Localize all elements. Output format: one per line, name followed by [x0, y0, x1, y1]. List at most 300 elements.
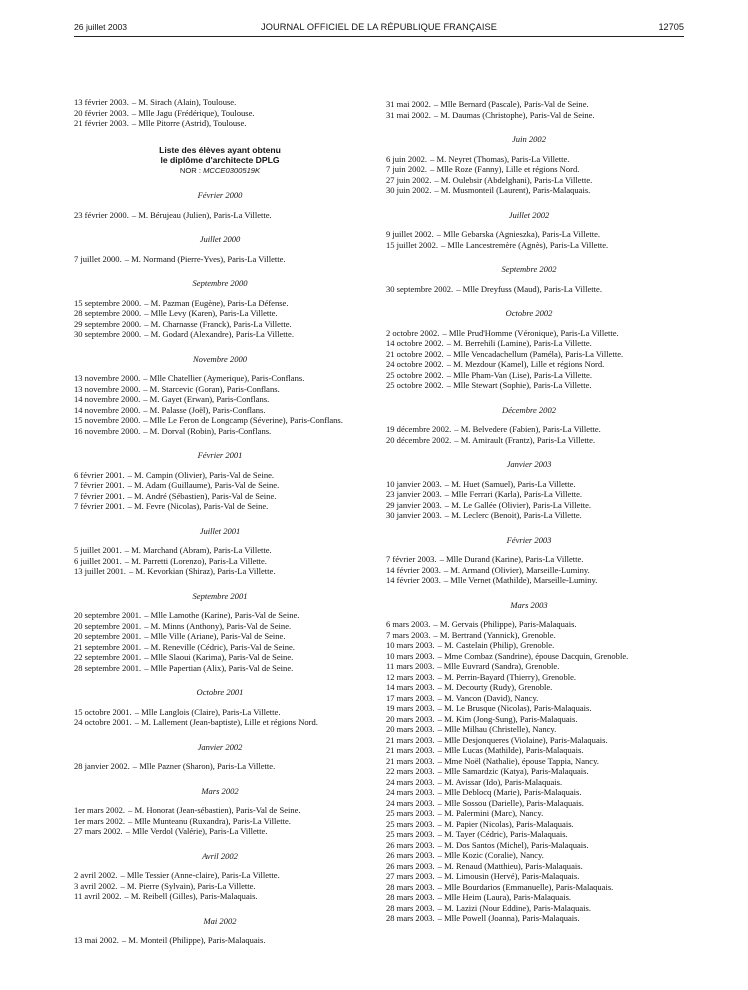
entry-text: – M. Minns (Anthony), Paris-Val de Seine.: [144, 620, 292, 631]
entry-text: – Mlle Bourdarios (Emmanuelle), Paris-Malaquais.: [437, 881, 614, 892]
entry-date: 15 juillet 2002.: [386, 239, 438, 250]
entry-date: 13 février 2003.: [74, 97, 129, 107]
entry-date: 6 février 2001.: [74, 469, 125, 480]
list-item: [74, 631, 366, 642]
list-item: [386, 380, 672, 391]
nor-reference: [74, 166, 366, 177]
list-item: [386, 703, 672, 714]
entry-date: 25 mars 2003.: [386, 818, 435, 829]
entry-date: 21 février 2003.: [74, 118, 129, 128]
list-item: [74, 480, 366, 491]
list-item: [74, 415, 366, 426]
entry-date: 7 juin 2002.: [386, 164, 428, 174]
entry-text: – M. Limousin (Hervé), Paris-Malaquais.: [437, 871, 580, 881]
right-column: [386, 99, 672, 924]
entry-text: – M. Renaud (Matthieu), Paris-Malaquais.: [437, 860, 583, 871]
list-item: [74, 254, 366, 265]
month-heading: Février 2003: [506, 534, 552, 545]
entry-date: 24 octobre 2001.: [74, 717, 132, 727]
list-item: [74, 816, 366, 827]
entry-date: 17 mars 2003.: [386, 692, 435, 703]
list-item: [74, 210, 366, 221]
list-item: [386, 630, 672, 641]
list-item: [386, 328, 672, 339]
month-heading: Juillet 2002: [508, 209, 550, 220]
list-item: [74, 761, 366, 772]
right-top-entries: [386, 99, 672, 120]
list-item: [74, 501, 366, 512]
entry-text: – M. Marchand (Abram), Paris-La Villette.: [124, 545, 272, 555]
entry-date: 7 mars 2003.: [386, 629, 431, 640]
entry-text: – M. André (Sébastien), Paris-Val de Seine.: [127, 490, 277, 501]
list-item: [386, 479, 672, 490]
list-item: [386, 284, 672, 295]
entry-text: – M. Leclerc (Benoit), Paris-La Villette.: [444, 510, 582, 520]
entry-text: – Mlle Deblocq (Marie), Paris-Malaquais.: [437, 787, 582, 797]
entry-date: 10 mars 2003.: [386, 640, 435, 650]
entry-text: – M. Pazman (Eugène), Paris-La Défense.: [144, 297, 289, 308]
entry-date: 27 mars 2002.: [74, 826, 123, 836]
list-item: [386, 575, 672, 586]
entry-text: – Mlle Euvrard (Sandra), Grenoble.: [437, 661, 560, 671]
entry-date: 21 septembre 2001.: [74, 641, 142, 652]
entry-text: – M. Papier (Nicolas), Paris-Malaquais.: [437, 818, 574, 829]
entry-date: 15 septembre 2000.: [74, 297, 142, 308]
entry-text: – M. Vancon (David), Nancy.: [437, 692, 539, 703]
entry-text: – M. Reneville (Cédric), Paris-Val de Seine.: [144, 641, 295, 652]
entry-date: 7 février 2001.: [74, 501, 125, 511]
entry-date: 10 janvier 2003.: [386, 478, 442, 489]
month-heading: Janvier 2002: [197, 741, 243, 752]
entry-text: – M. Tayer (Cédric), Paris-Malaquais.: [437, 829, 568, 839]
entry-date: 13 mai 2002.: [74, 935, 119, 945]
month-heading: Juillet 2000: [199, 234, 241, 244]
list-item: [74, 319, 366, 330]
list-title-line-2: le diplôme d'architecte DPLG: [160, 154, 280, 165]
left-top-entries: [74, 97, 366, 129]
list-item: [386, 724, 672, 735]
entry-date: 15 novembre 2000.: [74, 415, 141, 425]
list-item: [386, 489, 672, 500]
entry-date: 23 janvier 2003.: [386, 489, 442, 499]
entry-date: 12 mars 2003.: [386, 671, 435, 682]
left-column: [74, 97, 366, 946]
list-item: [74, 717, 366, 728]
entry-text: – Mlle Powell (Joanna), Paris-Malaquais.: [437, 913, 580, 923]
entry-date: 7 février 2001.: [74, 490, 125, 501]
entry-date: 16 novembre 2000.: [74, 425, 141, 436]
entry-text: – Mlle Pitorre (Astrid), Toulouse.: [131, 118, 247, 128]
list-item: [74, 566, 366, 577]
page-number: 12705: [658, 22, 684, 32]
entry-text: – M. Parretti (Lorenzo), Paris-La Villette.: [124, 555, 267, 566]
nor-label: NOR :: [179, 165, 201, 175]
month-heading: Juin 2002: [512, 134, 546, 144]
list-item: [386, 871, 672, 882]
entry-text: – M. Gayet (Erwan), Paris-Conflans.: [143, 394, 270, 404]
entry-date: 28 septembre 2001.: [74, 662, 142, 673]
entry-date: 28 janvier 2002.: [74, 761, 130, 771]
entry-date: 20 septembre 2001.: [74, 620, 142, 631]
entry-text: – Mlle Gebarska (Agnieszka), Paris-La Villette.: [436, 229, 601, 239]
entry-text: – Mlle Munteanu (Ruxandra), Paris-La Villette.: [128, 815, 291, 826]
list-item: [386, 892, 672, 903]
list-item: [74, 556, 366, 567]
list-item: [386, 808, 672, 819]
entry-text: – M. Avissar (Ido), Paris-Malaquais.: [437, 776, 563, 787]
entry-date: 20 décembre 2002.: [386, 434, 452, 445]
entry-text: – Mlle Ville (Ariane), Paris-Val de Seine.: [144, 631, 286, 641]
entry-date: 14 mars 2003.: [386, 682, 435, 692]
entry-text: – M. Castelain (Philip), Grenoble.: [437, 640, 555, 650]
month-heading: Février 2001: [197, 450, 243, 460]
list-item: [74, 642, 366, 653]
list-item: [386, 640, 672, 651]
month-heading: Novembre 2000: [192, 353, 248, 364]
entry-date: 21 mars 2003.: [386, 734, 435, 745]
entry-text: – M. Neyret (Thomas), Paris-La Villette.: [430, 153, 570, 164]
entry-date: 3 avril 2002.: [74, 880, 118, 891]
entry-text: – Mlle Roze (Fanny), Lille et régions Nord.: [430, 164, 580, 174]
list-item: [74, 426, 366, 437]
list-item: [386, 185, 672, 196]
entry-date: 20 septembre 2001.: [74, 610, 142, 620]
list-item: [386, 819, 672, 830]
list-item: [74, 97, 366, 108]
entry-text: – M. Le Brusque (Nicolas), Paris-Malaquais.: [437, 703, 592, 713]
entry-date: 7 juillet 2000.: [74, 253, 122, 264]
entry-date: 24 mars 2003.: [386, 797, 435, 808]
entry-text: – Mlle Bernard (Pascale), Paris-Val de Seine.: [433, 99, 589, 109]
entry-date: 23 février 2000.: [74, 209, 129, 220]
entry-date: 30 septembre 2000.: [74, 329, 142, 339]
entry-date: 25 octobre 2002.: [386, 380, 444, 390]
entry-text: – M. Berrehili (Lamine), Paris-La Villette.: [446, 338, 592, 348]
list-item: [386, 798, 672, 809]
entry-date: 25 mars 2003.: [386, 808, 435, 818]
list-item: [386, 787, 672, 798]
entry-date: 14 février 2003.: [386, 575, 441, 585]
list-item: [386, 766, 672, 777]
entry-text: – Mlle Papertian (Alix), Paris-Val de Seine.: [144, 662, 294, 673]
entry-date: 31 mai 2002.: [386, 99, 431, 109]
entry-text: – M. Sirach (Alain), Toulouse.: [131, 97, 237, 107]
entry-text: – M. Decourty (Rudy), Grenoble.: [437, 682, 553, 692]
entry-text: – Mlle Prud'Homme (Véronique), Paris-La Villette.: [442, 327, 619, 338]
page-header: [74, 22, 684, 37]
entry-text: – M. Palasse (Joël), Paris-Conflans.: [143, 404, 266, 415]
entry-date: 30 janvier 2003.: [386, 510, 442, 520]
list-item: [74, 870, 366, 881]
entry-date: 6 juin 2002.: [386, 153, 428, 164]
list-item: [386, 672, 672, 683]
entry-date: 7 février 2001.: [74, 480, 125, 490]
entry-text: – M. Kim (Jong-Sung), Paris-Malaquais.: [437, 713, 578, 724]
list-item: [386, 777, 672, 788]
entry-text: – Mlle Lamothe (Karine), Paris-Val de Seine.: [144, 610, 300, 620]
list-item: [386, 619, 672, 630]
entry-date: 13 juillet 2001.: [74, 566, 126, 576]
list-item: [74, 470, 366, 481]
entry-date: 30 septembre 2002.: [386, 283, 454, 294]
month-heading: Février 2000: [197, 190, 243, 200]
entry-text: – Mme Combaz (Sandrine), épouse Dacquin, Grenoble.: [437, 650, 629, 661]
list-item: [74, 621, 366, 632]
list-item: [74, 384, 366, 395]
list-item: [386, 435, 672, 446]
entry-date: 29 janvier 2003.: [386, 499, 442, 510]
entry-text: – Mlle Lucas (Mathilde), Paris-Malaquais.: [437, 745, 584, 755]
entry-date: 27 mars 2003.: [386, 871, 435, 881]
entry-date: 11 mars 2003.: [386, 661, 435, 671]
entry-text: – M. Le Gallée (Olivier), Paris-La Villette.: [444, 499, 592, 510]
list-item: [386, 735, 672, 746]
list-item: [386, 682, 672, 693]
list-item: [386, 693, 672, 704]
month-heading: Mars 2003: [510, 599, 548, 610]
entry-date: 19 décembre 2002.: [386, 424, 452, 434]
entry-date: 14 novembre 2000.: [74, 404, 141, 415]
list-item: [386, 175, 672, 186]
entry-date: 14 novembre 2000.: [74, 394, 141, 404]
list-item: [386, 565, 672, 576]
list-item: [386, 110, 672, 121]
entry-date: 24 mars 2003.: [386, 776, 435, 787]
entry-text: – M. Campin (Olivier), Paris-Val de Seine.: [127, 469, 275, 480]
list-item: [386, 554, 672, 565]
entry-text: – Mlle Samardzic (Katya), Paris-Malaquais.: [437, 766, 589, 776]
list-item: [386, 903, 672, 914]
list-item: [74, 881, 366, 892]
list-item: [386, 913, 672, 924]
entry-text: – M. Dorval (Robin), Paris-Conflans.: [143, 425, 272, 436]
entry-text: – Mlle Milhau (Christelle), Nancy.: [437, 724, 557, 734]
entry-text: – M. Fevre (Nicolas), Paris-Val de Seine.: [127, 501, 269, 511]
list-item: [74, 707, 366, 718]
entry-text: – M. Pierre (Sylvain), Paris-La Villette.: [120, 880, 256, 891]
entry-text: – M. Gervais (Philippe), Paris-Malaquais.: [433, 619, 577, 629]
entry-date: 9 juillet 2002.: [386, 229, 434, 239]
entry-date: 14 octobre 2002.: [386, 338, 444, 348]
entry-date: 24 mars 2003.: [386, 787, 435, 797]
entry-date: 1er mars 2002.: [74, 805, 126, 815]
list-item: [386, 661, 672, 672]
entry-text: – M. Belvedere (Fabien), Paris-La Villette.: [454, 424, 601, 434]
list-item: [74, 826, 366, 837]
entry-date: 2 avril 2002.: [74, 870, 118, 880]
list-item: [74, 394, 366, 405]
entry-date: 21 octobre 2002.: [386, 348, 444, 359]
entry-text: – M. Armand (Olivier), Marseille-Luminy.: [443, 564, 590, 575]
entry-text: – M. Normand (Pierre-Yves), Paris-La Villette.: [124, 253, 286, 264]
entry-text: – M. Lazizi (Nour Eddine), Paris-Malaquais.: [437, 902, 591, 913]
list-item: [74, 298, 366, 309]
month-heading: Octobre 2001: [196, 687, 244, 697]
entry-text: – M. Daumas (Christophe), Paris-Val de Seine.: [433, 109, 595, 120]
list-item: [386, 840, 672, 851]
entry-date: 21 mars 2003.: [386, 755, 435, 766]
month-heading: Septembre 2002: [501, 264, 557, 274]
list-title: [74, 145, 366, 165]
list-item: [74, 373, 366, 384]
entry-date: 5 juillet 2001.: [74, 545, 122, 555]
entry-text: – M. Adam (Guillaume), Paris-Val de Seine.: [127, 480, 280, 490]
entry-text: – Mlle Vernet (Mathilde), Marseille-Luminy.: [443, 575, 598, 585]
entry-text: – M. Mezdour (Kamel), Lille et régions Nord.: [446, 359, 605, 369]
entry-text: – M. Bertrand (Yannick), Grenoble.: [433, 629, 556, 640]
month-heading: Septembre 2000: [192, 278, 248, 288]
month-heading: Janvier 2003: [506, 459, 552, 469]
entry-date: 26 mars 2003.: [386, 839, 435, 850]
entry-text: – Mlle Lancestremère (Agnès), Paris-La Villette.: [441, 239, 609, 250]
list-item: [74, 491, 366, 502]
left-sections: [74, 190, 366, 946]
entry-text: – Mlle Slaoui (Karima), Paris-Val de Seine.: [144, 652, 294, 662]
month-heading: Décembre 2002: [501, 404, 557, 415]
header-date: 26 juillet 2003: [74, 22, 128, 32]
entry-text: – M. Palermini (Marc), Nancy.: [437, 808, 544, 818]
entry-date: 20 septembre 2001.: [74, 631, 142, 641]
entry-text: – Mlle Heim (Laura), Paris-Malaquais.: [437, 892, 572, 902]
list-item: [74, 610, 366, 621]
nor-code: MCCE0300519K: [203, 165, 261, 175]
entry-date: 14 février 2003.: [386, 564, 441, 575]
list-item: [386, 359, 672, 370]
list-item: [386, 240, 672, 251]
list-item: [386, 882, 672, 893]
list-item: [74, 652, 366, 663]
entry-text: – Mme Noël (Nathalie), épouse Tappia, Nancy.: [437, 755, 599, 766]
entry-date: 13 novembre 2000.: [74, 383, 141, 394]
journal-title: JOURNAL OFFICIEL DE LA RÉPUBLIQUE FRANÇAISE: [261, 22, 497, 32]
entry-text: – Mlle Vencadachellum (Paméla), Paris-La Villette.: [446, 348, 624, 359]
list-item: [386, 154, 672, 165]
list-item: [74, 118, 366, 129]
list-item: [386, 651, 672, 662]
entry-text: – M. Dos Santos (Michel), Paris-Malaquais.: [437, 839, 589, 850]
entry-date: 20 mars 2003.: [386, 724, 435, 734]
entry-text: – Mlle Dreyfuss (Maud), Paris-La Villette.: [456, 283, 602, 294]
list-item: [386, 756, 672, 767]
entry-date: 15 octobre 2001.: [74, 706, 132, 717]
entry-date: 31 mai 2002.: [386, 109, 431, 120]
entry-text: – M. Charnasse (Franck), Paris-La Villette.: [144, 318, 292, 329]
entry-date: 11 avril 2002.: [74, 891, 122, 901]
entry-text: – Mlle Stewart (Sophie), Paris-La Villette.: [446, 380, 592, 390]
entry-text: – M. Musmonteil (Laurent), Paris-Malaquais.: [434, 185, 591, 195]
list-item: [386, 861, 672, 872]
entry-text: – Mlle Desjonqueres (Violaine), Paris-Malaquais.: [437, 734, 608, 745]
list-item: [74, 405, 366, 416]
entry-date: 20 mars 2003.: [386, 713, 435, 724]
entry-date: 25 octobre 2002.: [386, 369, 444, 380]
entry-text: – M. Honorat (Jean-sébastien), Paris-Val de Seine.: [128, 805, 301, 815]
entry-text: – Mlle Durand (Karine), Paris-La Villette.: [439, 554, 584, 564]
entry-text: – M. Reibell (Gilles), Paris-Malaquais.: [124, 891, 258, 901]
entry-date: 6 juillet 2001.: [74, 555, 122, 566]
entry-text: – Mlle Kozic (Coralie), Nancy.: [437, 850, 544, 860]
list-item: [74, 663, 366, 674]
list-item: [74, 545, 366, 556]
right-sections: [386, 134, 672, 924]
entry-text: – Mlle Jagu (Frédérique), Toulouse.: [131, 107, 255, 118]
month-heading: Avril 2002: [202, 850, 238, 861]
entry-text: – Mlle Verdol (Valérie), Paris-La Villette.: [125, 826, 268, 836]
entry-text: – M. Amirault (Frantz), Paris-La Villette.: [454, 434, 596, 445]
list-title-line-1: Liste des élèves ayant obtenu: [159, 144, 281, 155]
list-item: [386, 424, 672, 435]
entry-text: – M. Starcevic (Goran), Paris-Conflans.: [143, 383, 280, 394]
entry-date: 2 octobre 2002.: [386, 327, 440, 338]
list-item: [74, 935, 366, 946]
entry-text: – Mlle Pham-Van (Lise), Paris-La Villette.: [446, 369, 592, 380]
entry-text: – M. Bérujeau (Julien), Paris-La Villette.: [131, 209, 272, 220]
entry-text: – M. Kevorkian (Shiraz), Paris-La Villette.: [129, 566, 276, 576]
entry-date: 21 mars 2003.: [386, 745, 435, 755]
entry-text: – M. Godard (Alexandre), Paris-La Villette.: [144, 329, 294, 339]
list-item: [386, 829, 672, 840]
list-item: [386, 714, 672, 725]
list-item: [74, 108, 366, 119]
entry-date: 28 septembre 2000.: [74, 308, 142, 318]
list-item: [386, 338, 672, 349]
list-item: [386, 229, 672, 240]
month-heading: Mars 2002: [201, 785, 239, 796]
entry-date: 28 mars 2003.: [386, 913, 435, 923]
list-item: [386, 510, 672, 521]
entry-date: 30 juin 2002.: [386, 185, 432, 195]
entry-date: 22 septembre 2001.: [74, 652, 142, 662]
entry-date: 28 mars 2003.: [386, 892, 435, 902]
entry-text: – Mlle Le Feron de Longcamp (Séverine), Paris-Conflans.: [143, 415, 343, 425]
list-item: [74, 329, 366, 340]
entry-text: – Mlle Langlois (Claire), Paris-La Villette.: [134, 706, 281, 717]
list-item: [74, 891, 366, 902]
entry-text: – M. Huet (Samuel), Paris-La Villette.: [444, 478, 576, 489]
list-item: [386, 500, 672, 511]
list-item: [386, 349, 672, 360]
list-item: [386, 164, 672, 175]
entry-text: – Mlle Chatellier (Aymerique), Paris-Conflans.: [143, 373, 305, 383]
entry-date: 26 mars 2003.: [386, 850, 435, 860]
list-item: [386, 745, 672, 756]
list-item: [74, 805, 366, 816]
entry-date: 26 mars 2003.: [386, 860, 435, 871]
entry-text: – M. Monteil (Philippe), Paris-Malaquais.: [121, 935, 266, 945]
month-heading: Septembre 2001: [192, 590, 248, 601]
entry-date: 19 mars 2003.: [386, 703, 435, 713]
entry-date: 10 mars 2003.: [386, 650, 435, 661]
entry-date: 20 février 2003.: [74, 107, 129, 118]
list-item: [386, 99, 672, 110]
entry-text: – Mlle Sossou (Darielle), Paris-Malaquais.: [437, 797, 584, 808]
entry-date: 6 mars 2003.: [386, 619, 431, 629]
entry-date: 24 octobre 2002.: [386, 359, 444, 369]
entry-date: 13 novembre 2000.: [74, 373, 141, 383]
list-item: [74, 308, 366, 319]
month-heading: Octobre 2002: [505, 308, 553, 318]
entry-date: 22 mars 2003.: [386, 766, 435, 776]
entry-text: – Mlle Ferrari (Karla), Paris-La Villette.: [444, 489, 582, 499]
list-item: [386, 850, 672, 861]
entry-date: 7 février 2003.: [386, 554, 437, 564]
entry-date: 27 juin 2002.: [386, 174, 432, 185]
entry-text: – M. Lallement (Jean-baptiste), Lille et régions Nord.: [134, 717, 318, 727]
entry-date: 1er mars 2002.: [74, 815, 126, 826]
list-item: [386, 370, 672, 381]
month-heading: Mai 2002: [203, 915, 237, 926]
entry-date: 28 mars 2003.: [386, 902, 435, 913]
